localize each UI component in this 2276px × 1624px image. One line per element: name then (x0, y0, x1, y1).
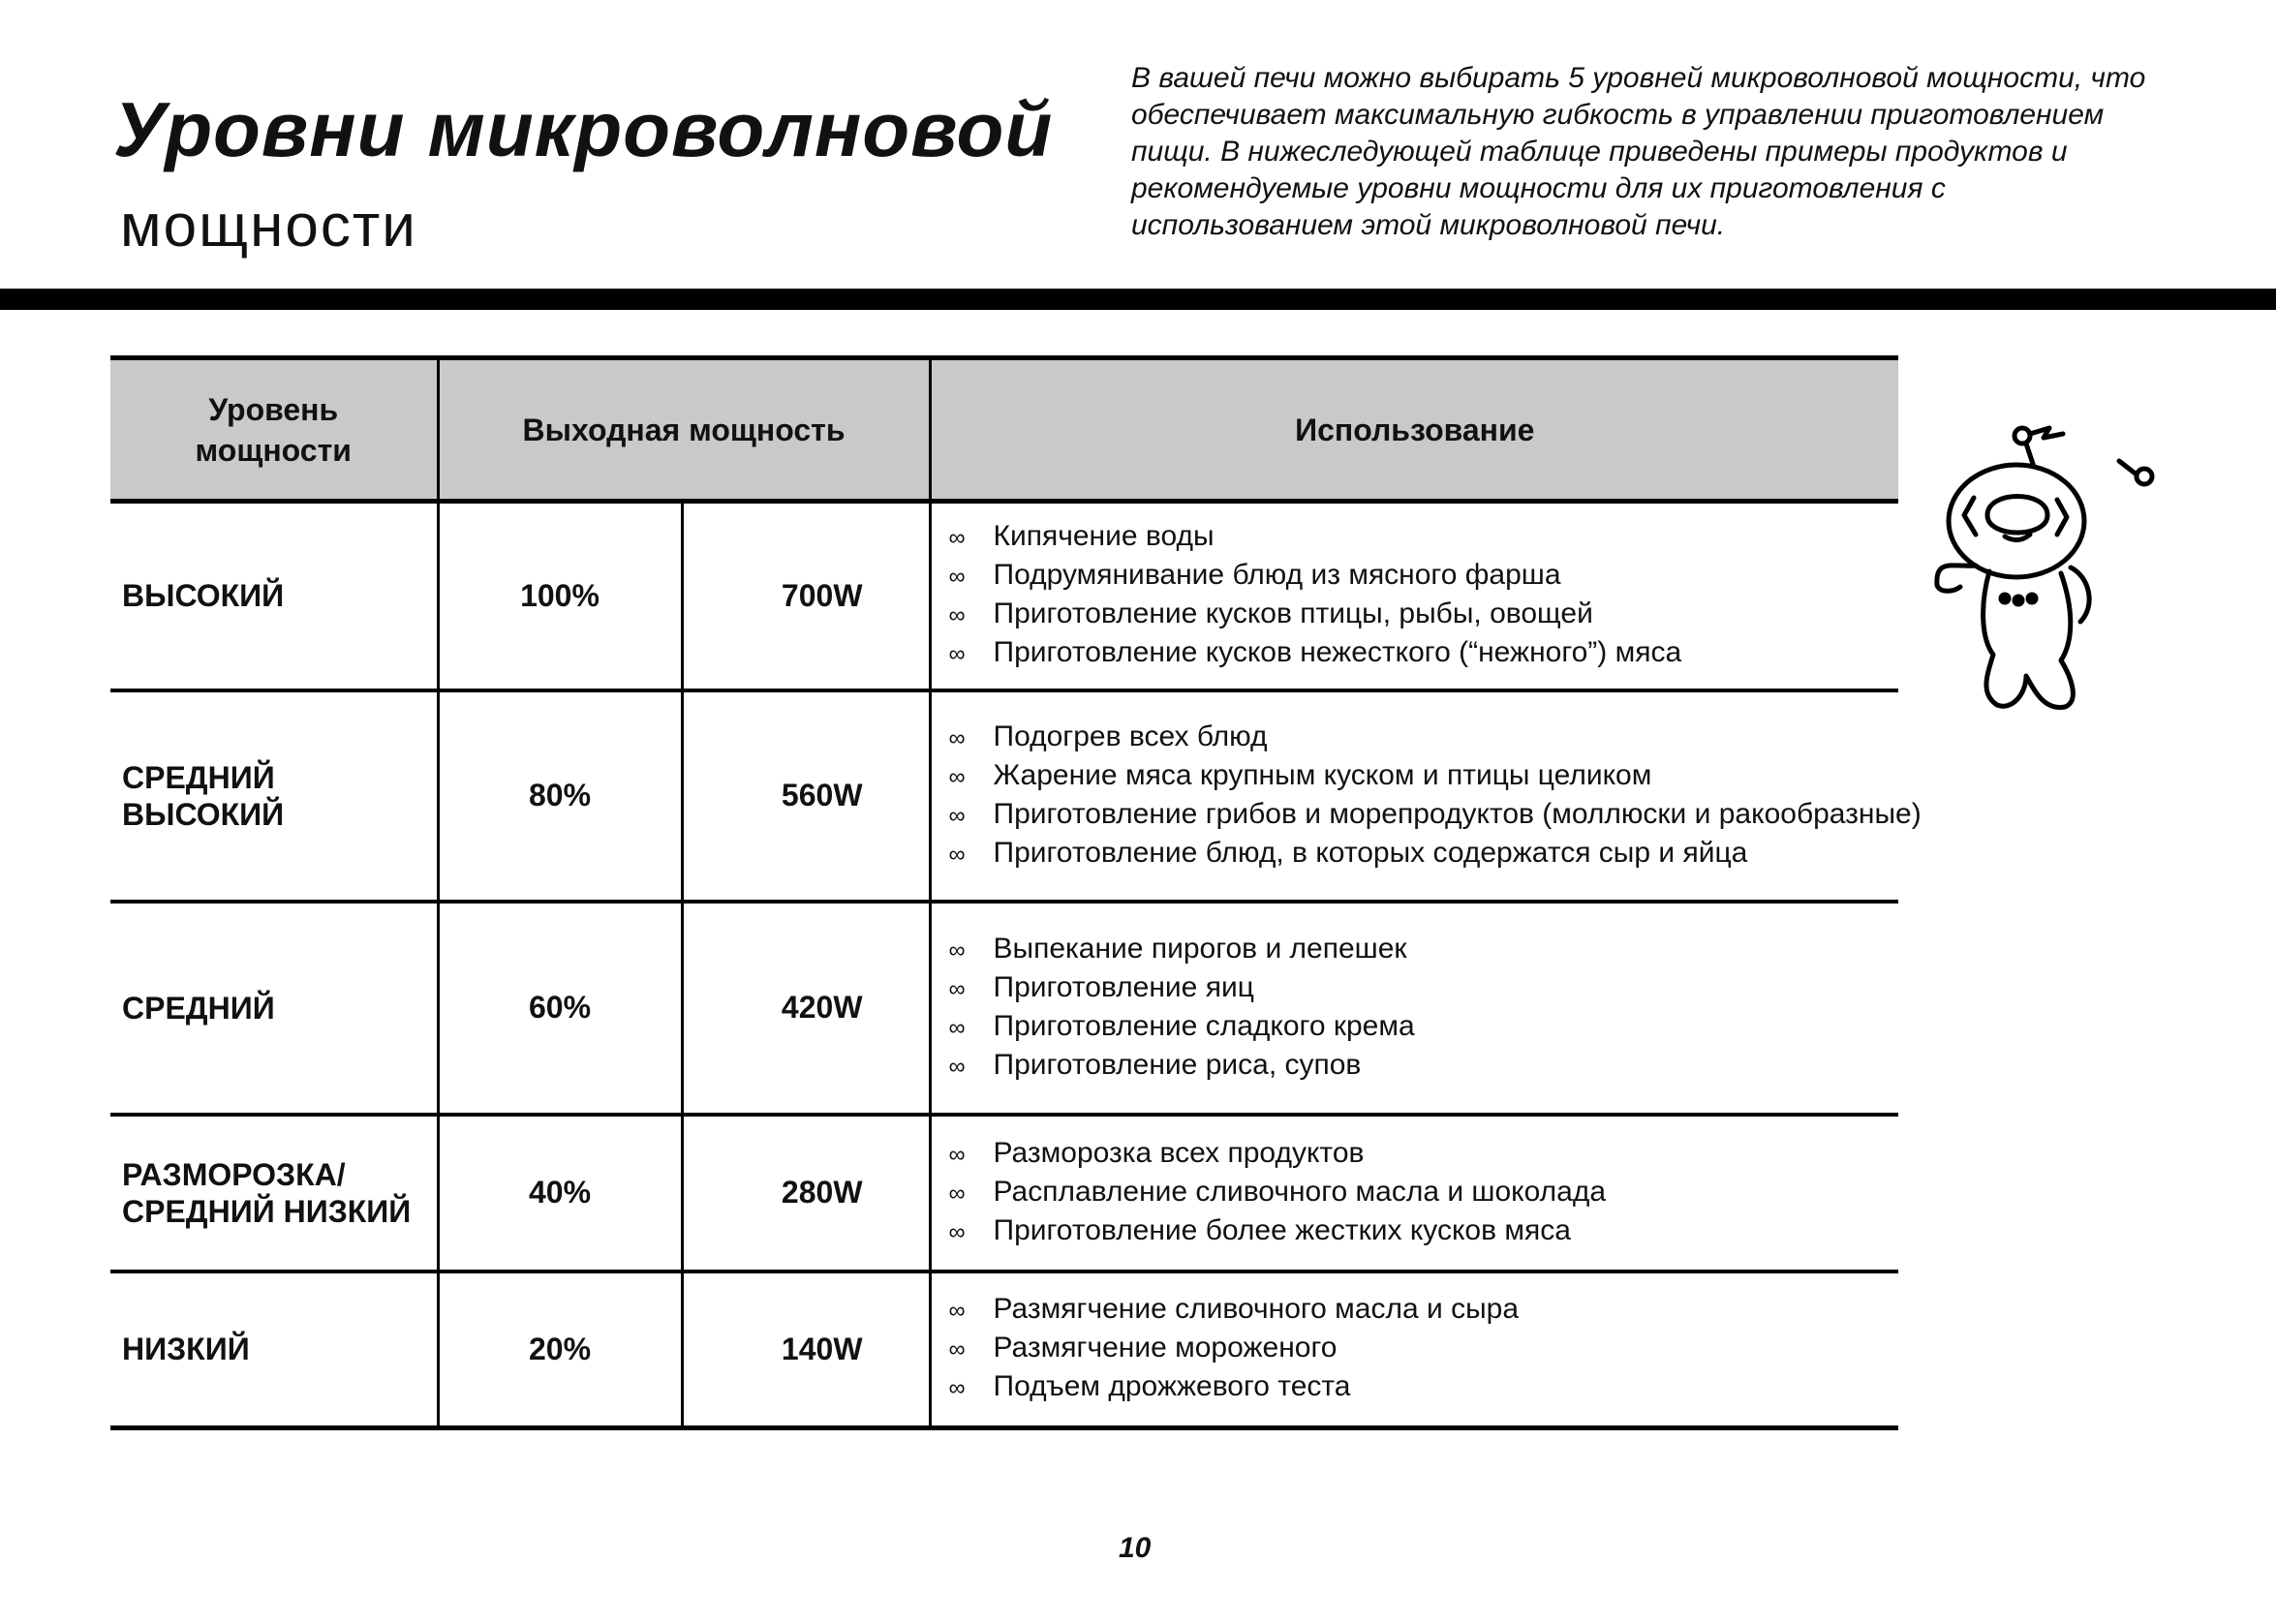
usage-cell (930, 690, 1922, 902)
header-divider (0, 289, 2276, 310)
usage-text: Размягчение мороженого (993, 1332, 1338, 1364)
table-row (110, 1272, 1898, 1428)
power-level-cell (110, 1272, 438, 1428)
usage-list (948, 719, 1922, 873)
intro-line: В вашей печи можно выбирать 5 уровней микроволновой мощности, что (1131, 62, 2146, 94)
bullet-icon: ∞ (948, 564, 966, 591)
bullet-icon: ∞ (948, 1141, 966, 1168)
usage-list (949, 1135, 1899, 1251)
page-number: 10 (1119, 1532, 1152, 1564)
header-usage: Использование (930, 358, 1898, 502)
page-title: Уровни микроволновой (113, 86, 1054, 172)
usage-text: Размягчение сливочного масла и сыра (993, 1293, 1520, 1326)
bullet-icon: ∞ (948, 641, 966, 668)
usage-text: Приготовление риса, супов (993, 1048, 1362, 1081)
list-item (949, 634, 1899, 673)
bullet-icon: ∞ (948, 1375, 966, 1402)
usage-text: Разморозка всех продуктов (993, 1136, 1365, 1169)
robot-mascot-icon (1925, 422, 2158, 722)
intro-line: рекомендуемые уровни мощности для их приготовления с (1131, 172, 1946, 204)
list-item (949, 1330, 1899, 1368)
usage-text: Приготовление более жестких кусков мяса (993, 1213, 1571, 1246)
bullet-icon: ∞ (948, 763, 966, 790)
power-level-name: ВЫСОКИЙ (122, 578, 285, 614)
usage-text: Подъем дрожжевого теста (993, 1370, 1351, 1403)
bullet-icon: ∞ (948, 1180, 966, 1207)
power-levels-table (110, 355, 1922, 1430)
table-header-row (110, 358, 1898, 502)
power-percent: 40% (438, 1115, 682, 1272)
usage-cell (930, 1272, 1898, 1428)
bullet-icon: ∞ (948, 1053, 966, 1080)
usage-list (949, 931, 1899, 1086)
usage-text: Жарение мяса крупным куском и птицы целиком (993, 758, 1652, 791)
header-level-line: мощности (195, 432, 352, 468)
list-item (949, 1135, 1899, 1174)
power-level-cell (110, 502, 438, 690)
power-level-name: СРЕДНИЙ НИЗКИЙ (122, 1193, 412, 1229)
list-item (949, 1008, 1899, 1047)
power-watts: 140W (682, 1272, 930, 1428)
table-row (110, 1115, 1898, 1272)
usage-list (949, 1291, 1899, 1407)
power-watts: 280W (682, 1115, 930, 1272)
list-item (949, 719, 1899, 757)
intro-line: обеспечивает максимальную гибкость в управлении приготовлением (1131, 99, 2105, 131)
list-item (949, 1174, 1899, 1212)
usage-text: Подрумянивание блюд из мясного фарша (993, 559, 1561, 592)
usage-text: Подогрев всех блюд (993, 720, 1268, 752)
bullet-icon: ∞ (948, 936, 966, 964)
list-item (949, 557, 1899, 596)
bullet-icon: ∞ (948, 1336, 966, 1364)
power-watts: 700W (682, 502, 930, 690)
usage-text: Приготовление кусков птицы, рыбы, овощей (993, 598, 1593, 630)
bullet-icon: ∞ (948, 1298, 966, 1325)
list-item (949, 518, 1899, 557)
header-level (110, 358, 438, 502)
power-level-name: СРЕДНИЙ (122, 759, 275, 795)
power-watts: 420W (682, 902, 930, 1115)
usage-text: Приготовление блюд, в которых содержатся сыр и яйца (993, 836, 1748, 869)
list-item (949, 1368, 1899, 1407)
usage-text: Расплавление сливочного масла и шоколада (993, 1175, 1607, 1208)
power-level-name: НИЗКИЙ (122, 1332, 250, 1367)
table-body (110, 502, 1922, 1428)
bullet-icon: ∞ (948, 1218, 966, 1245)
power-level-cell (110, 690, 438, 902)
list-item (948, 796, 1922, 835)
list-item (949, 835, 1899, 873)
usage-text: Приготовление кусков нежесткого (“нежного”) мяса (993, 636, 1682, 669)
intro-line: использованием этой микроволновой печи. (1131, 209, 1726, 241)
list-item (949, 969, 1899, 1008)
power-percent: 60% (438, 902, 682, 1115)
bullet-icon: ∞ (948, 975, 966, 1002)
power-level-cell (110, 902, 438, 1115)
power-percent: 100% (438, 502, 682, 690)
bullet-icon: ∞ (948, 525, 966, 552)
usage-text: Выпекание пирогов и лепешек (993, 932, 1407, 965)
header-output: Выходная мощность (438, 358, 930, 502)
power-level-name: РАЗМОРОЗКА/ (122, 1156, 346, 1192)
bullet-icon: ∞ (948, 602, 966, 629)
table-row (110, 902, 1898, 1115)
power-level-name: ВЫСОКИЙ (122, 796, 285, 832)
bullet-icon: ∞ (948, 1014, 966, 1041)
usage-list (949, 518, 1899, 673)
power-percent: 20% (438, 1272, 682, 1428)
table-row (110, 690, 1898, 902)
usage-cell (930, 902, 1898, 1115)
bullet-icon: ∞ (948, 841, 966, 868)
usage-text: Приготовление сладкого крема (993, 1009, 1415, 1042)
list-item (949, 1212, 1899, 1251)
list-item (949, 1291, 1899, 1330)
power-level-name: СРЕДНИЙ (122, 990, 275, 1026)
intro-paragraph (1131, 60, 2245, 244)
list-item (949, 757, 1899, 796)
list-item (949, 1047, 1899, 1086)
list-item (949, 931, 1899, 969)
usage-cell (930, 1115, 1898, 1272)
power-level-cell (110, 1115, 438, 1272)
intro-line: пищи. В нижеследующей таблице приведены примеры продуктов и (1131, 136, 2068, 168)
page-subtitle: мощности (120, 193, 417, 260)
usage-text: Кипячение воды (993, 520, 1215, 553)
usage-cell (930, 502, 1898, 690)
bullet-icon: ∞ (948, 802, 966, 829)
usage-text: Приготовление грибов и морепродуктов (моллюски и ракообразные) (993, 797, 1922, 830)
bullet-icon: ∞ (948, 724, 966, 751)
power-percent: 80% (438, 690, 682, 902)
header-level-line: Уровень (208, 391, 339, 427)
power-watts: 560W (682, 690, 930, 902)
list-item (949, 596, 1899, 634)
table-row (110, 502, 1898, 690)
usage-text: Приготовление яиц (993, 970, 1254, 1003)
